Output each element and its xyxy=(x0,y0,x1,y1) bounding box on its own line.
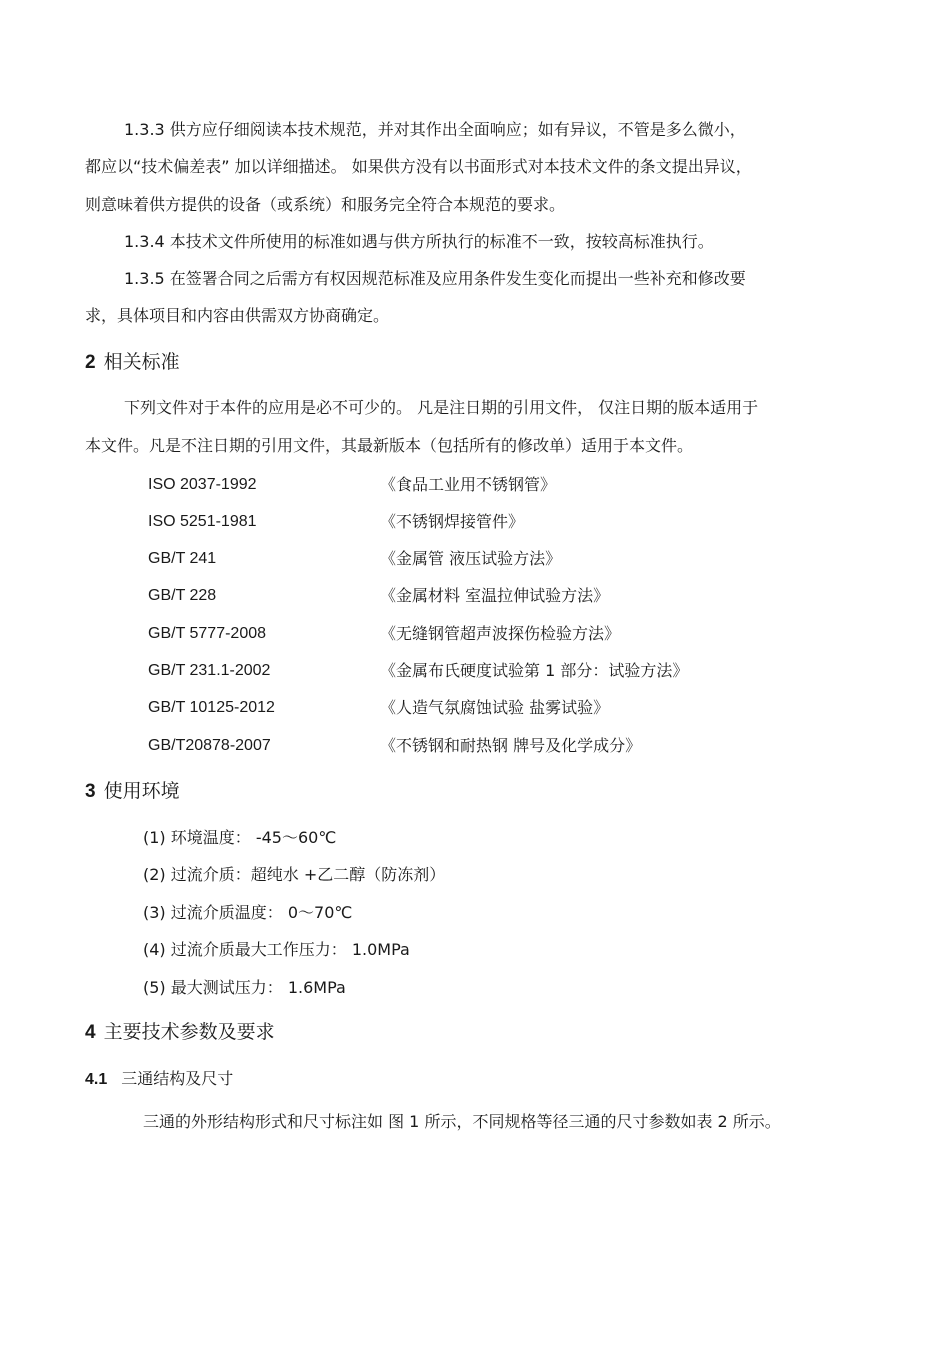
standard-title: 《金属材料 室温拉伸试验方法》 xyxy=(380,586,610,605)
standard-title: 《不锈钢焊接管件》 xyxy=(380,512,525,531)
section-3-number: 3 xyxy=(85,781,96,802)
list-item: (3) 过流介质温度： 0～70℃ xyxy=(143,903,353,922)
standard-title: 《人造气氛腐蚀试验 盐雾试验》 xyxy=(380,698,610,717)
para-1-3-3-line-2: 都应以“技术偏差表” 加以详细描述。 如果供方没有以书面形式对本技术文件的条文提出异议， xyxy=(85,157,752,176)
standard-code: GB/T 241 xyxy=(148,550,217,567)
standard-code: GB/T20878-2007 xyxy=(148,737,271,754)
standard-code: GB/T 10125-2012 xyxy=(148,699,275,716)
standard-code: GB/T 228 xyxy=(148,587,217,604)
standard-code: GB/T 231.1-2002 xyxy=(148,662,271,679)
list-item: (5) 最大测试压力： 1.6MPa xyxy=(143,978,346,997)
para-1-3-3-line-3: 则意味着供方提供的设备（或系统）和服务完全符合本规范的要求。 xyxy=(85,195,566,214)
standard-title: 《无缝钢管超声波探伤检验方法》 xyxy=(380,624,621,643)
para-1-3-3-line-1: 1.3.3 供方应仔细阅读本技术规范，并对其作出全面响应；如有异议，不管是多么微小， xyxy=(124,120,746,139)
section-4-number: 4 xyxy=(85,1022,96,1043)
subsection-4-1-text: 三通的外形结构形式和尺寸标注如 图 1 所示，不同规格等径三通的尺寸参数如表 2 所示。 xyxy=(143,1112,781,1131)
para-1-3-5-line-2: 求，具体项目和内容由供需双方协商确定。 xyxy=(85,306,390,325)
list-item: (1) 环境温度： -45～60℃ xyxy=(143,828,337,847)
standard-title: 《金属布氏硬度试验第 1 部分：试验方法》 xyxy=(380,661,689,680)
section-4-heading xyxy=(85,1020,275,1045)
standard-code: ISO 5251-1981 xyxy=(148,513,257,530)
section-2-heading xyxy=(85,350,180,375)
standard-title: 《食品工业用不锈钢管》 xyxy=(380,475,557,494)
standard-code: GB/T 5777-2008 xyxy=(148,625,267,642)
section-2-number: 2 xyxy=(85,352,96,373)
para-1-3-4: 1.3.4 本技术文件所使用的标准如遇与供方所执行的标准不一致，按较高标准执行。 xyxy=(124,232,714,251)
section-3-heading xyxy=(85,779,180,804)
standard-title: 《不锈钢和耐热钢 牌号及化学成分》 xyxy=(380,736,642,755)
section-3-title: 使用环境 xyxy=(103,780,180,802)
subsection-4-1-heading xyxy=(85,1069,233,1090)
standard-code: ISO 2037-1992 xyxy=(148,476,257,493)
subsection-4-1-number: 4.1 xyxy=(85,1071,108,1088)
subsection-4-1-title: 三通结构及尺寸 xyxy=(121,1069,234,1088)
section-4-title: 主要技术参数及要求 xyxy=(103,1021,275,1043)
section-2-intro-line-1: 下列文件对于本件的应用是必不可少的。 凡是注日期的引用文件， 仅注日期的版本适用于 xyxy=(124,398,759,417)
list-item: (4) 过流介质最大工作压力： 1.0MPa xyxy=(143,940,410,959)
section-2-title: 相关标准 xyxy=(103,351,180,373)
section-2-intro-line-2: 本文件。凡是不注日期的引用文件，其最新版本（包括所有的修改单）适用于本文件。 xyxy=(85,436,694,455)
standard-title: 《金属管 液压试验方法》 xyxy=(380,549,562,568)
list-item: (2) 过流介质：超纯水 +乙二醇（防冻剂） xyxy=(143,865,446,884)
para-1-3-5-line-1: 1.3.5 在签署合同之后需方有权因规范标准及应用条件发生变化而提出一些补充和修改要 xyxy=(124,269,746,288)
